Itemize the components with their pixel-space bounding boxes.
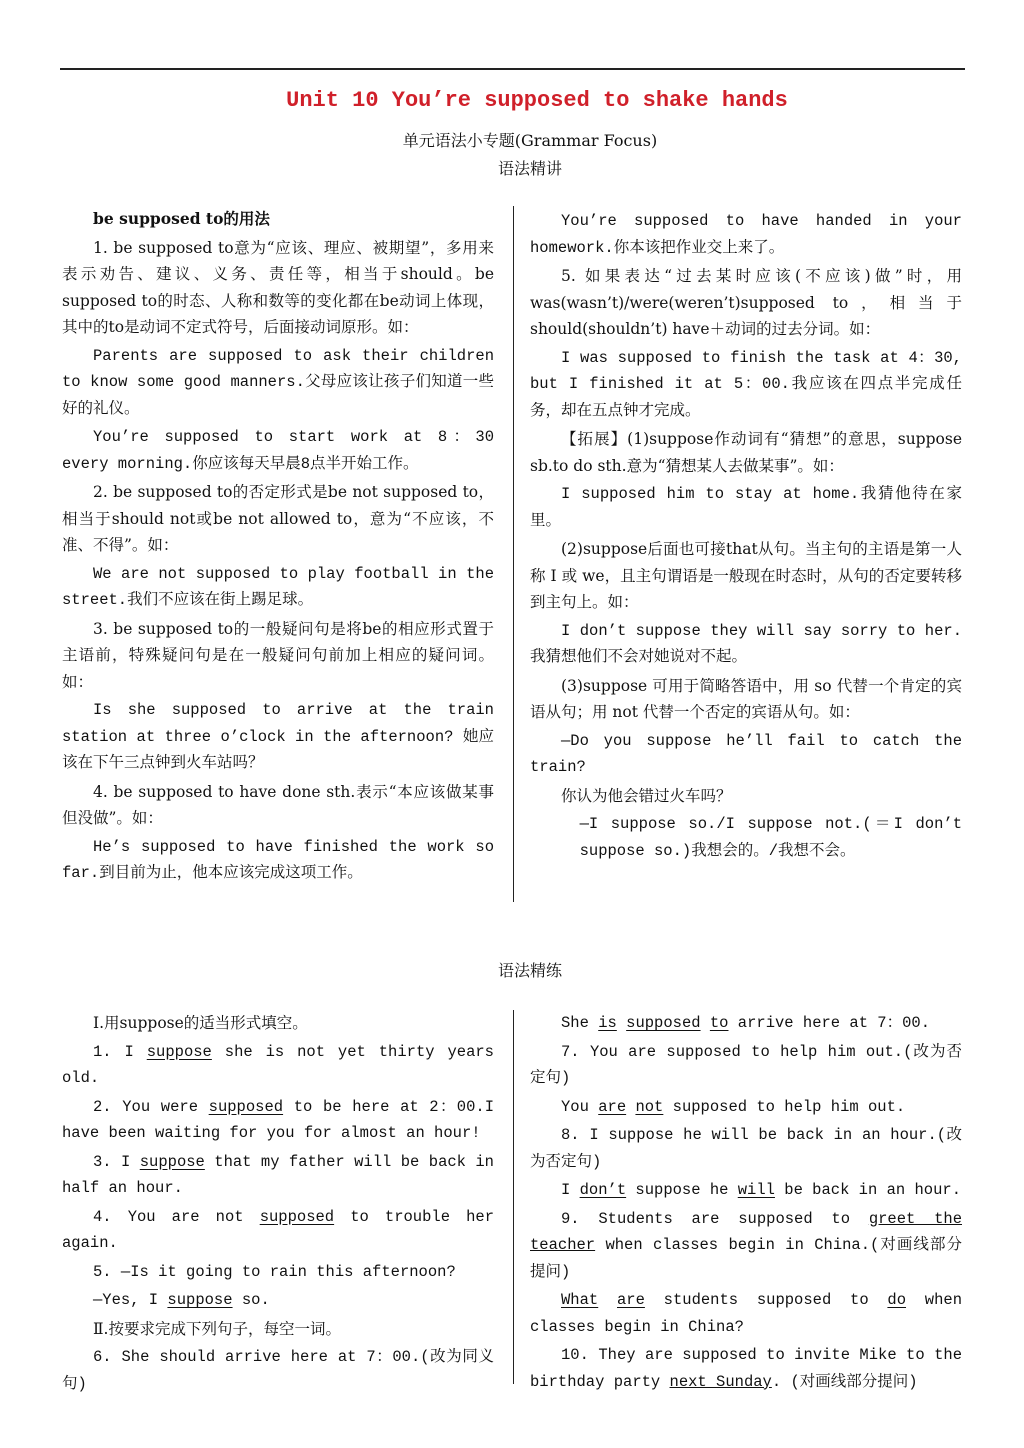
extension-1: 【拓展】(1)suppose作动词有“猜想”的意思，suppose sb.to do sth.意为“猜想某人去做某事”。如：: [530, 430, 962, 475]
exercise-right-column: [530, 1010, 962, 1397]
answer-9b: are: [617, 1291, 645, 1309]
grammar-left-column: [62, 206, 494, 889]
extension-3: (3)suppose 可用于简略答语中，用 so 代替一个肯定的宾语从句；用 not 代替一个否定的宾语从句。如：: [530, 676, 962, 721]
exercise-3: 3. I suppose that my father will be back in half an hour.: [62, 1152, 494, 1197]
answer-6b: supposed: [626, 1014, 701, 1032]
part-2-heading: Ⅱ.按要求完成下列句子，每空一词。: [93, 1319, 341, 1338]
example-6: You’re supposed to have handed in your homework.你本该把作业交上来了。: [530, 212, 962, 257]
grammar-point-2: 2. be supposed to的否定形式是be not supposed to，相当于should not或be not allowed to，意为“不应该，不准、不得”。如：: [62, 483, 494, 554]
answer-9c: do: [887, 1291, 907, 1309]
example-2: You’re supposed to start work at 8：30 every morning.你应该每天早晨8点半开始工作。: [62, 428, 494, 473]
answer-2: supposed: [208, 1097, 284, 1116]
answer-1: suppose: [146, 1042, 212, 1061]
example-1: Parents are supposed to ask their children to know some good manners.父母应该让孩子们知道一些好的礼仪。: [62, 346, 494, 418]
grammar-point-3: 3. be supposed to的一般疑问句是将be的相应形式置于主语前，特殊疑问句是在一般疑问句前加上相应的疑问词。如：: [62, 619, 494, 691]
example-9: I don’t suppose they will say sorry to her.我猜想他们不会对她说对不起。: [530, 621, 962, 666]
example-10-answer: —I suppose so./I suppose not.(＝I don’t suppose so.)我想会的。/我想不会。: [579, 815, 962, 860]
answer-8a: don’t: [579, 1181, 627, 1199]
exercise-1: 1. I suppose she is not yet thirty years old.: [62, 1042, 494, 1087]
answer-4: supposed: [259, 1207, 335, 1226]
answer-7a: are: [598, 1097, 627, 1116]
exercise-8: 8. I suppose he will be back in an hour.(改为否定句): [530, 1126, 962, 1171]
exercise-9: 9. Students are supposed to greet the teacher when classes begin in China.(对画线部分提问): [530, 1209, 962, 1281]
grammar-right-column: [530, 208, 962, 866]
grammar-point-5: 5. 如果表达“过去某时应该(不应该)做”时，用was(wasn’t)/were(weren’t)supposed to，相当于should(shouldn’t) have＋动词的过去分词。如：: [530, 267, 962, 338]
exercise-6-answer: She is supposed to arrive here at 7：00.: [561, 1014, 931, 1032]
answer-3: suppose: [139, 1152, 205, 1171]
exercise-2: 2. You were supposed to be here at 2：00.I have been waiting for you for almost an hour!: [62, 1097, 495, 1142]
underlined-phrase-10: next Sunday: [669, 1372, 772, 1391]
exercise-9-answer: What are students supposed to do when classes begin in China?: [530, 1291, 962, 1336]
exercise-4: 4. You are not supposed to trouble her again.: [62, 1207, 494, 1252]
top-rule: [60, 68, 965, 70]
example-7: I was supposed to finish the task at 4：30, but I finished it at 5：00.我应该在四点半完成任务，却在五点钟才完成。: [530, 348, 962, 420]
example-10-translation: 你认为他会错过火车吗？: [561, 786, 732, 805]
exercise-5-question: 5. —Is it going to rain this afternoon?: [93, 1262, 456, 1281]
answer-9a: What: [561, 1291, 599, 1309]
answer-6c: to: [709, 1014, 729, 1032]
exercise-left-column: [62, 1010, 494, 1399]
section-heading-grammar: 语法精讲: [497, 159, 562, 178]
example-4: Is she supposed to arrive at the train station at three o’clock in the afternoon? 她应该在下午三点钟到火车站吗？: [62, 701, 494, 772]
answer-8b: will: [737, 1181, 775, 1199]
grammar-point-1: 1. be supposed to意为“应该、理应、被期望”，多用来表示劝告、建议、义务、责任等，相当于should。be supposed to的时态、人称和数等的变化都在be动词上体现，其中的to是动词不定式符号，后面接动词原形。如：: [62, 238, 494, 336]
example-8: I supposed him to stay at home.我猜他待在家里。: [530, 485, 962, 530]
answer-5: suppose: [167, 1291, 233, 1309]
section-heading-practice: 语法精练: [497, 961, 562, 980]
exercise-8-answer: I don’t suppose he will be back in an hour.: [561, 1181, 961, 1199]
exercise-7: 7. You are supposed to help him out.(改为否定句): [530, 1042, 962, 1087]
column-divider-2: [513, 1010, 514, 1384]
page-title: Unit 10 You’re supposed to shake hands: [286, 88, 788, 113]
underlined-phrase-9: greet the teacher: [530, 1209, 962, 1254]
part-1-heading: Ⅰ.用suppose的适当形式填空。: [93, 1014, 308, 1032]
exercise-5-answer: —Yes, I suppose so.: [93, 1291, 270, 1309]
exercise-7-answer: You are not supposed to help him out.: [561, 1097, 906, 1116]
example-3: We are not supposed to play football in the street.我们不应该在街上踢足球。: [62, 564, 494, 609]
grammar-topic: be supposed to的用法: [93, 209, 270, 228]
extension-2: (2)suppose后面也可接that从句。当主句的主语是第一人称 I 或 we，且主句谓语是一般现在时态时，从句的否定要转移到主句上。如：: [530, 540, 962, 611]
grammar-point-4: 4. be supposed to have done sth.表示“本应该做某事但没做”。如：: [62, 782, 494, 827]
exercise-10: 10. They are supposed to invite Mike to the birthday party next Sunday. (对画线部分提问): [530, 1346, 962, 1391]
answer-6a: is: [598, 1014, 617, 1032]
answer-7b: not: [635, 1097, 664, 1116]
example-5: He’s supposed to have finished the work so far.到目前为止，他本应该完成这项工作。: [62, 837, 494, 882]
example-10-question: —Do you suppose he’ll fail to catch the train?: [530, 731, 962, 776]
page-subtitle: 单元语法小专题(Grammar Focus): [402, 131, 658, 150]
column-divider: [513, 206, 514, 902]
exercise-6: 6. She should arrive here at 7：00.(改为同义句): [62, 1348, 494, 1393]
